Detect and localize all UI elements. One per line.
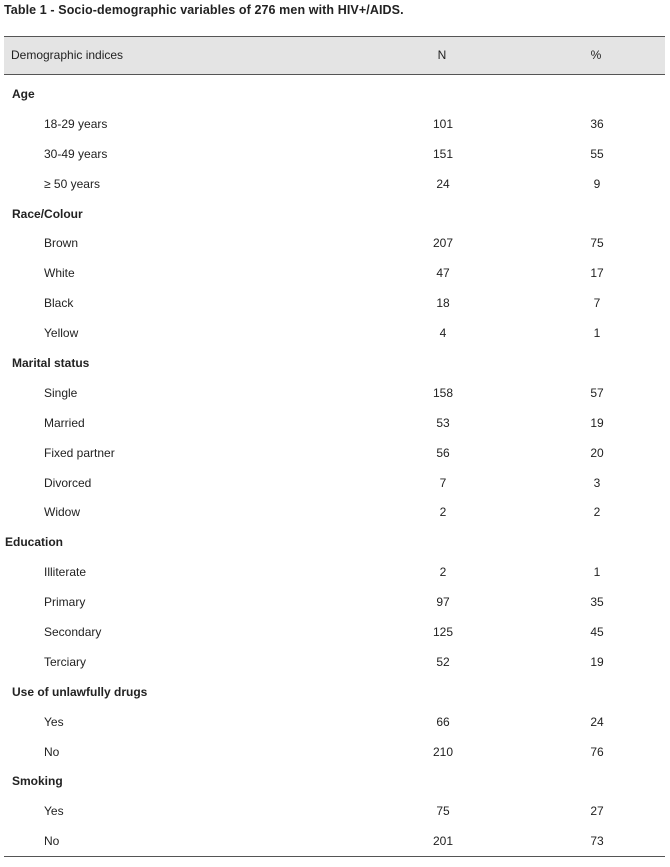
table-row: Terciary 52 19 bbox=[44, 654, 604, 669]
table-group-row bbox=[4, 199, 665, 229]
table-row: Divorced 7 3 bbox=[44, 475, 601, 490]
table-row: Black 18 7 bbox=[44, 296, 601, 311]
row-label: Fixed partner bbox=[44, 445, 115, 460]
table-row: 30-49 years 151 55 bbox=[44, 146, 604, 161]
table-row: Fixed partner 56 20 bbox=[44, 445, 604, 460]
table-body bbox=[4, 79, 665, 856]
row-label: Yellow bbox=[44, 326, 79, 341]
row-label: 18-29 years bbox=[44, 116, 108, 131]
row-label: Yes bbox=[44, 804, 64, 819]
table-row: No 201 73 bbox=[44, 834, 604, 849]
row-label: Terciary bbox=[44, 654, 87, 669]
socio-demographic-table bbox=[4, 36, 665, 857]
row-label: 30-49 years bbox=[44, 146, 108, 161]
table-group-row bbox=[4, 79, 665, 109]
table-group-row bbox=[4, 527, 665, 557]
row-label: Brown bbox=[44, 236, 79, 251]
table-row: White 47 17 bbox=[44, 266, 604, 281]
row-label: No bbox=[44, 744, 60, 759]
table-row: Primary 97 35 bbox=[44, 595, 604, 610]
table-row: Married 53 19 bbox=[44, 415, 604, 430]
row-label: Yes bbox=[44, 714, 64, 729]
row-label: ≥ 50 years bbox=[44, 176, 100, 191]
group-label: Age bbox=[12, 87, 35, 101]
row-label: Widow bbox=[44, 505, 81, 520]
table-row: Secondary 125 45 bbox=[44, 625, 604, 640]
group-label: Use of unlawfully drugs bbox=[12, 684, 148, 699]
row-label: Illiterate bbox=[44, 565, 87, 580]
row-label: Divorced bbox=[44, 475, 92, 490]
table-row: Yes 66 24 bbox=[44, 714, 604, 729]
table-caption: Table 1 - Socio-demographic variables of 276 men with HIV+/AIDS. bbox=[4, 3, 404, 17]
table-row: ≥ 50 years 24 9 bbox=[44, 176, 601, 191]
row-label: White bbox=[44, 266, 75, 281]
group-label: Smoking bbox=[12, 774, 63, 789]
row-label: Black bbox=[44, 296, 74, 311]
row-label: No bbox=[44, 834, 60, 849]
table-group-row bbox=[4, 348, 665, 378]
table-group-row bbox=[4, 677, 665, 707]
row-label: Single bbox=[44, 385, 78, 400]
table-row: 18-29 years 101 36 bbox=[44, 116, 604, 131]
table-row: Brown 207 75 bbox=[44, 236, 604, 251]
table-header: Demographic indices N % bbox=[4, 37, 665, 75]
group-label: Race/Colour bbox=[12, 206, 83, 221]
row-label: Secondary bbox=[44, 625, 102, 640]
table-row: Yes 75 27 bbox=[44, 804, 604, 819]
table-row: Widow 2 2 bbox=[44, 505, 601, 520]
group-label: Education bbox=[5, 535, 64, 550]
table-group-row bbox=[4, 766, 665, 796]
table-row: No 210 76 bbox=[44, 744, 604, 759]
row-label: Primary bbox=[44, 595, 86, 610]
table-row: Illiterate 2 1 bbox=[44, 565, 601, 580]
table-row: Single 158 57 bbox=[44, 385, 604, 400]
group-label: Marital status bbox=[12, 356, 90, 371]
header-demographic-indices: Demographic indices bbox=[11, 48, 124, 62]
table-row: Yellow 4 1 bbox=[44, 326, 601, 341]
row-label: Married bbox=[44, 415, 85, 430]
